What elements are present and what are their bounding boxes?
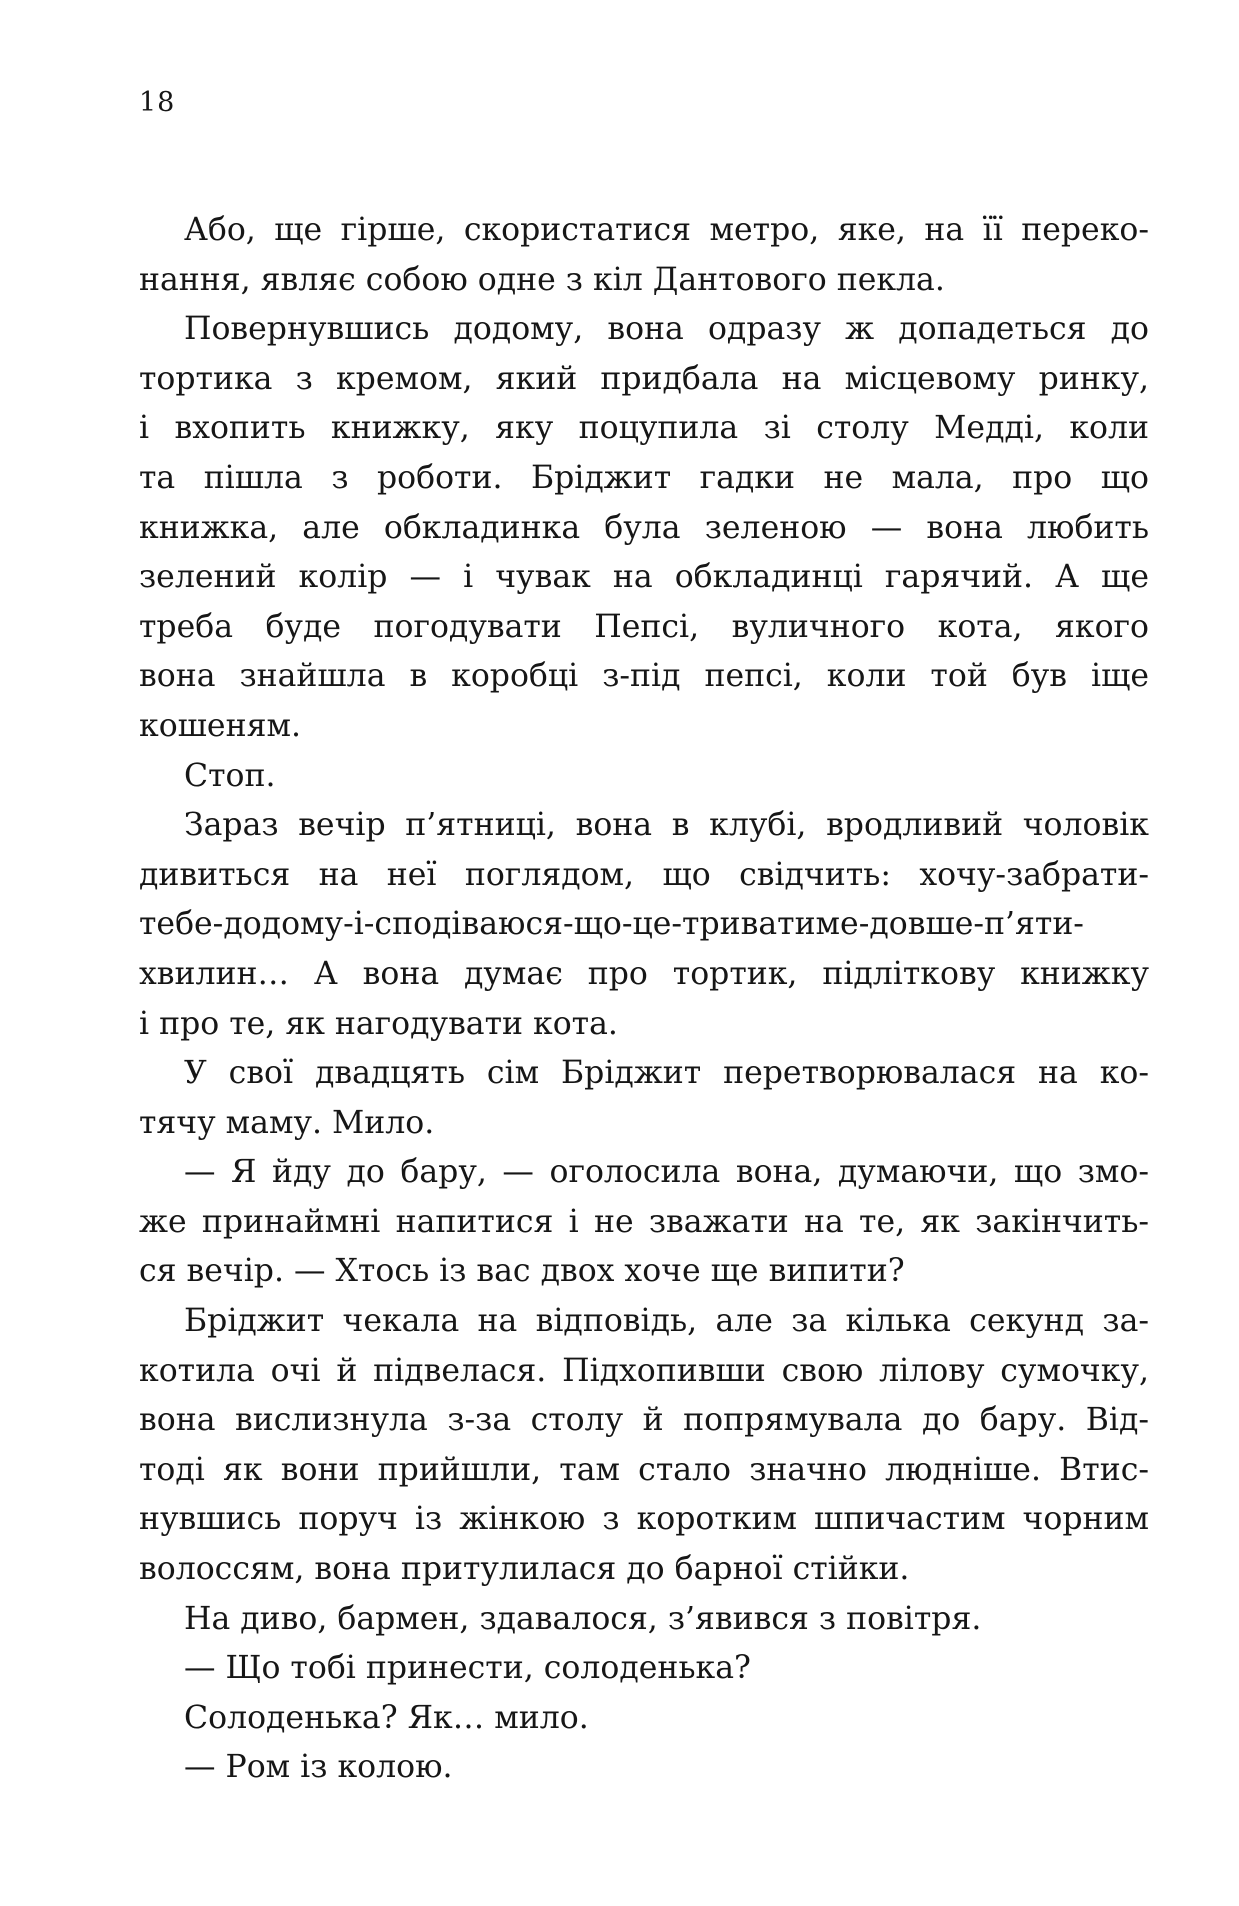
text-line: же принаймні напитися і не зважати на те, як закінчить-: [139, 1203, 1149, 1240]
text-line: Зараз вечір п’ятниці, вона в клубі, вродливий чоловік: [184, 807, 1149, 844]
text-line: волоссям, вона притулилася до барної стійки.: [139, 1551, 910, 1588]
text-line: книжка, але обкладинка була зеленою — вона любить: [139, 509, 1149, 546]
text-line: дивиться на неї поглядом, що свідчить: хочу-забрати-: [139, 856, 1149, 893]
text-line: Солоденька? Як… мило.: [184, 1699, 589, 1736]
text-line: вона знайшла в коробці з-під пепсі, коли той був іще: [139, 658, 1149, 695]
text-line: Бріджит чекала на відповідь, але за кілька секунд за-: [184, 1303, 1149, 1340]
text-line: — Ром із колою.: [184, 1749, 453, 1786]
text-line: зелений колір — і чувак на обкладинці гарячий. А ще: [139, 559, 1149, 596]
text-line: — Я йду до бару, — оголосила вона, думаючи, що змо-: [184, 1154, 1149, 1191]
text-line: тоді як вони прийшли, там стало значно людніше. Втис-: [139, 1451, 1149, 1488]
page-number: 18: [139, 87, 176, 118]
text-line: У свої двадцять сім Бріджит перетворювалася на ко-: [184, 1055, 1149, 1092]
text-line: тячу маму. Мило.: [139, 1104, 435, 1141]
text-line: котила очі й підвелася. Підхопивши свою лілову сумочку,: [139, 1352, 1149, 1389]
text-line: нувшись поруч із жінкою з коротким шпичастим чорним: [139, 1501, 1149, 1538]
text-line: ся вечір. — Хтось із вас двох хоче ще випити?: [139, 1253, 905, 1290]
text-line: та пішла з роботи. Бріджит гадки не мала, про що: [139, 459, 1149, 496]
text-line: треба буде погодувати Пепсі, вуличного кота, якого: [139, 608, 1149, 645]
text-line: нання, являє собою одне з кіл Дантового пекла.: [139, 261, 945, 298]
text-line: хвилин… А вона думає про тортик, підліткову книжку: [139, 955, 1149, 992]
text-line: і про те, як нагодувати кота.: [139, 1005, 618, 1042]
text-line: Або, ще гірше, скористатися метро, яке, на її переко-: [184, 212, 1149, 248]
text-line: кошеням.: [139, 707, 301, 744]
text-line: На диво, бармен, здавалося, з’явився з повітря.: [184, 1600, 982, 1637]
text-line: тебе-додому-і-сподіваюся-що-це-триватиме-довше-п’яти-: [139, 906, 1084, 943]
text-line: — Що тобі принести, солоденька?: [184, 1650, 751, 1687]
text-line: вона вислизнула з-за столу й попрямувала до бару. Від-: [139, 1402, 1149, 1439]
text-line: тортика з кремом, який придбала на місцевому ринку,: [139, 360, 1149, 397]
body-text: [139, 206, 1149, 1793]
text-line: і вхопить книжку, яку поцупила зі столу Медді, коли: [139, 410, 1149, 447]
text-line: Повернувшись додому, вона одразу ж допадеться до: [184, 311, 1149, 348]
text-line: Стоп.: [184, 757, 276, 794]
